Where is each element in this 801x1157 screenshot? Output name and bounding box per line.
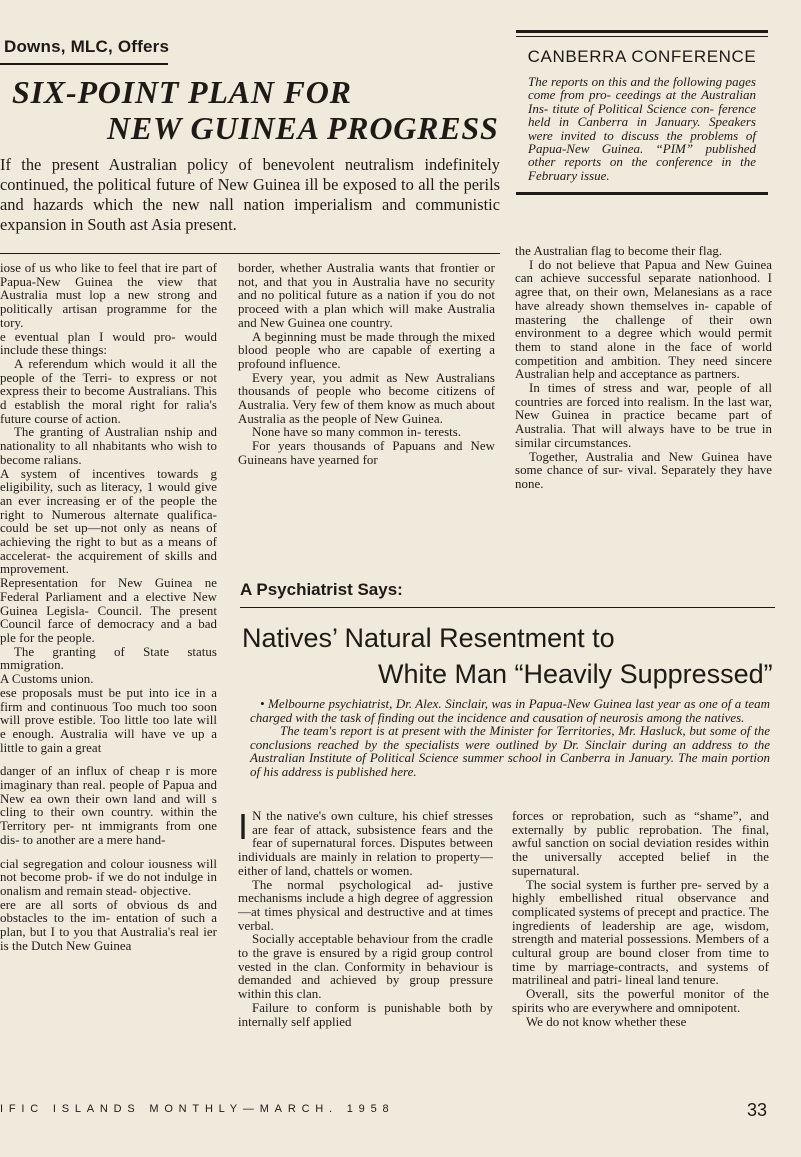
headline-line-2: White Man “Heavily Suppressed” xyxy=(378,659,773,689)
paragraph: For years thousands of Papuans and New Guineans have yearned for xyxy=(238,439,495,467)
kicker-rule xyxy=(0,63,168,65)
paragraph: The social system is further pre- served by a highly embellished ritual observance and complicated systems of precept and practice. The ingredients of leadership are age, wisdom, strength and material possessions. Members of a cultural group are bound closer from time to time by marriage-contracts, and systems of matrilineal and patri- lineal land tenure. xyxy=(512,877,769,988)
paragraph: border, whether Australia wants that frontier or not, and that you in Australia have no security and no political future as a nation if you do not proceed with a plan which will make Australia and New Guinea one country. xyxy=(238,261,495,330)
paragraph: We do not know whether these xyxy=(526,1014,687,1029)
psychiatrist-rule xyxy=(240,607,775,608)
article1-column-1 xyxy=(0,262,217,953)
paragraph: Failure to conform is punishable both by internally self applied xyxy=(238,1000,493,1029)
paragraph: Socially acceptable behaviour from the cradle to the grave is ensured by a rigid group control vested in the clan. Conformity in behaviour is demanded and achieved by group pressure within this clan. xyxy=(238,932,493,1002)
article-intro: If the present Australian policy of benevolent neutralism indefinitely continued, the political future of New Guinea ill be exposed to all the perils and hazards which the new nall nation imperialism and communistic expansion in South ast Asia present. xyxy=(0,155,500,234)
paragraph: danger of an influx of cheap r is more imaginary than real. people of Papua and New ea own their own land and will s cling to their own country. within the Territory per- nt immigrants from one dis- to another are a mere hand- xyxy=(0,764,217,847)
paragraph: Together, Australia and New Guinea have some chance of sur- vival. Separately they have none. xyxy=(515,449,772,491)
standfirst-paragraph: • Melbourne psychiatrist, Dr. Alex. Sinclair, was in Papua-New Guinea last year as one of a team charged with the task of finding out the incidence and causation of neurosis among the natives. xyxy=(250,696,770,725)
sidebar-bottom-rule xyxy=(516,192,768,195)
paragraph: e eventual plan I would pro- would include these things: xyxy=(0,329,217,358)
article-headline xyxy=(0,74,500,146)
page-footer: IFIC ISLANDS MONTHLY—MARCH. 1958 xyxy=(0,1103,395,1115)
paragraph: A referendum which would it all the people of the Terri- to express or not express their to become Australians. This d establish the moral right for ralia's future course of action. xyxy=(0,356,217,426)
standfirst-paragraph: The team's report is at present with the Minister for Territories, Mr. Hasluck, but some of the conclusions reached by the specialists were outlined by Dr. Sinclair during an address to the Australian Institute of Political Science summer school in Canberra in January. The main portion of his address is published here. xyxy=(250,723,770,779)
paragraph: Overall, sits the powerful monitor of the spirits who are everywhere and omnipotent. xyxy=(512,987,769,1015)
psychiatrist-headline xyxy=(240,620,780,692)
paragraph: I do not believe that Papua and New Guinea can achieve successful separate nationhood. I agree that, on their own, Melanesians as a race have already shown themselves in- capable of mastering the challenge of their own environment to a degree which would permit them to stand alone in the face of world competition and ambition. They need sincere Australian help and acceptance as partners. xyxy=(515,257,772,382)
headline-line-1: Natives’ Natural Resentment to xyxy=(242,623,615,653)
sidebar-top-rule-thick xyxy=(516,30,768,33)
paragraph: In times of stress and war, people of all countries are forced into realism. In the last war, New Guinea in practice became part of Australia. That will always have to be true in similar circumstances. xyxy=(515,381,772,450)
conference-sidebar xyxy=(516,30,768,185)
paragraph xyxy=(238,806,493,879)
drop-cap: I xyxy=(238,806,249,847)
paragraph: The granting of State status mmigration. xyxy=(0,644,217,673)
sidebar-title: CANBERRA CONFERENCE xyxy=(527,47,757,66)
paragraph: None have so many common in- terests. xyxy=(252,425,462,440)
article1-column-2 xyxy=(238,262,495,468)
paragraph: A Customs union. xyxy=(0,672,94,687)
page-number: 33 xyxy=(747,1100,768,1120)
paragraph: A beginning must be made through the mixed blood people who are capable of exerting a profound influence. xyxy=(238,329,495,371)
paragraph: the Australian flag to become their flag. xyxy=(515,244,723,258)
intro-rule xyxy=(0,253,500,254)
paragraph: cial segregation and colour iousness will not become prob- if we do not indulge in onalism and remain stead- objective. xyxy=(0,856,217,898)
paragraph: iose of us who like to feel that ire part of Papua-New Guinea the view that Australia must lop a new strong and politically artisan programme for the tory. xyxy=(0,261,217,330)
headline-line-2: NEW GUINEA PROGRESS xyxy=(107,110,499,146)
headline-line-1: SIX-POINT PLAN FOR xyxy=(12,74,352,110)
paragraph: The granting of Australian nship and nationality to all nhabitants who wish to become ralians. xyxy=(0,425,217,467)
article2-column-1 xyxy=(238,806,493,1029)
article1-column-3 xyxy=(515,245,772,492)
paragraph: Representation for New Guinea ne Federal Parliament and a elective New Guinea Legisla- Council. The present Council farce of democracy and a bad ple for the people. xyxy=(0,576,217,645)
paragraph: A system of incentives towards g eligibility, such as literacy, 1 would give an ever increasing er of the people the right to Numerous alternate qualifica- could be set up—not only as neans of achieving the right to but as a means of accelerat- the acquirement of skills and mprovement. xyxy=(0,466,217,577)
paragraph: The normal psychological ad- justive mechanisms include a high degree of aggression—at times physical and destructive and at times verbal. xyxy=(238,877,493,933)
sidebar-top-rule-thin xyxy=(516,36,768,37)
paragraph: ere are all sorts of obvious ds and obstacles to the im- entation of such a plan, but I to you that Australia's real ier is the Dutch New Guinea xyxy=(0,897,217,953)
paragraph: forces or reprobation, such as “shame”, and externally by public reprobation. The final, awful sanction on social deviation resides within the universally accepted belief in the supernatural. xyxy=(512,809,769,878)
paragraph-text: N the native's own culture, his chief stresses are fear of attack, subsistence fears and the fear of supernatural forces. Disputes between individuals are mainly in relation to property—either of land, chattels or women. xyxy=(238,809,493,878)
article2-column-2 xyxy=(512,810,769,1029)
psychiatrist-kicker: A Psychiatrist Says: xyxy=(240,580,403,599)
article-kicker: Downs, MLC, Offers xyxy=(4,37,170,56)
psychiatrist-standfirst xyxy=(250,697,770,779)
paragraph: Every year, you admit as New Australians thousands of people who become citizens of Australia. Very few of them know as much about Australia as the people of New Guinea. xyxy=(238,370,495,426)
paragraph: ese proposals must be put into ice in a firm and continuous Too much too soon will prove estible. Too little too late will e enough. Australia will have ve up a little to gain a great xyxy=(0,685,217,755)
sidebar-text: The reports on this and the following pages come from pro- ceedings at the Australian Ins- titute of Political Science con- ference held in Canberra in January. Speakers were invited to discuss the problems of Papua-New Guinea. “PIM” published other reports on the conference in the February issue. xyxy=(528,74,756,183)
